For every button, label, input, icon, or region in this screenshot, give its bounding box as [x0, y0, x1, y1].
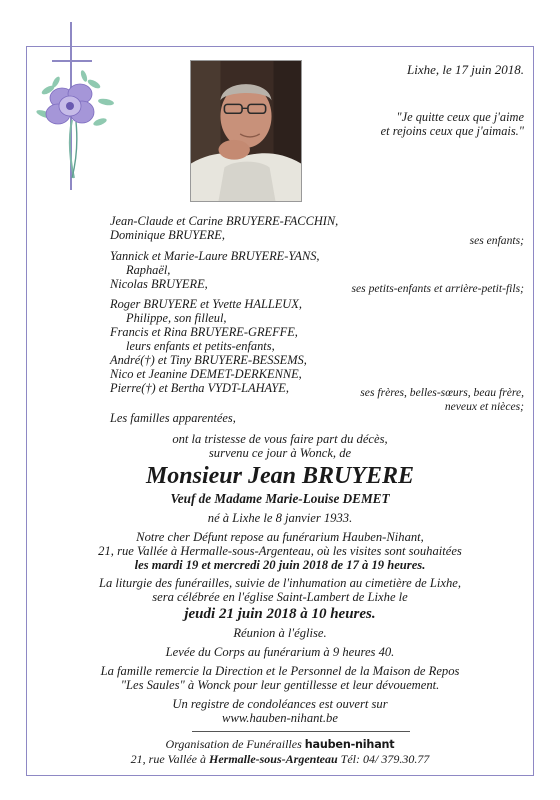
funeral-date: jeudi 21 juin 2018 à 10 heures.	[184, 606, 376, 622]
portrait-photo	[190, 60, 302, 202]
liturgy-line: La liturgie des funérailles, suivie de l'inhumation au cimetière de Lixhe,	[98, 576, 462, 590]
address-prefix: 21, rue Vallée à	[130, 752, 206, 766]
visit-times: les mardi 19 et mercredi 20 juin 2018 de 17 à 19 heures.	[134, 558, 426, 572]
address-line	[40, 752, 520, 767]
relationship-label: ses frères, belles-sœurs, beau frère,	[360, 386, 524, 399]
family-line: Les familles apparentées,	[110, 411, 236, 425]
family-line: Nico et Jeanine DEMET-DERKENNE,	[110, 367, 302, 381]
deceased-name: Monsieur Jean BRUYERE	[145, 463, 415, 489]
family-line: Francis et Rina BRUYERE-GREFFE,	[110, 325, 298, 339]
organisation-prefix: Organisation de Funérailles	[165, 737, 302, 751]
thanks-line: La famille remercie la Direction et le Personnel de la Maison de Repos	[100, 664, 460, 678]
lifting-line: Levée du Corps au funérarium à 9 heures 40.	[165, 645, 395, 659]
relationship-label: neveux et nièces;	[444, 400, 524, 413]
family-line: Yannick et Marie-Laure BRUYERE-YANS,	[110, 249, 320, 263]
family-line: Nicolas BRUYERE,	[110, 277, 208, 291]
quote-line: et rejoins ceux que j'aimais."	[380, 124, 524, 138]
family-line: Raphaël,	[126, 263, 171, 277]
footer-divider	[192, 731, 410, 732]
registry-link[interactable]: www.hauben-nihant.be	[222, 711, 338, 725]
announcement-line: ont la tristesse de vous faire part du décès,	[172, 432, 388, 446]
birth-line: né à Lixhe le 8 janvier 1933.	[207, 511, 353, 525]
family-line: André(†) et Tiny BRUYERE-BESSEMS,	[110, 353, 307, 367]
family-line: Dominique BRUYERE,	[110, 228, 225, 242]
liturgy-line: sera célébrée en l'église Saint-Lambert de Lixhe le	[152, 590, 408, 604]
cross-icon-bar	[52, 60, 92, 62]
rest-line: Notre cher Défunt repose au funérarium Hauben-Nihant,	[136, 530, 424, 544]
family-line: leurs enfants et petits-enfants,	[126, 339, 275, 353]
quote-line: "Je quitte ceux que j'aime	[396, 110, 524, 124]
family-line: Philippe, son filleul,	[126, 311, 227, 325]
family-line: Jean-Claude et Carine BRUYERE-FACCHIN,	[110, 214, 339, 228]
rest-line: 21, rue Vallée à Hermalle-sous-Argenteau, où les visites sont souhaitées	[98, 544, 462, 558]
date-line: Lixhe, le 17 juin 2018.	[407, 62, 524, 77]
meeting-line: Réunion à l'église.	[233, 626, 327, 640]
phone-number: Tél: 04/ 379.30.77	[340, 752, 430, 766]
family-line: Pierre(†) et Bertha VYDT-LAHAYE,	[110, 381, 289, 395]
address-city: Hermalle-sous-Argenteau	[208, 752, 338, 766]
registry-line: Un registre de condoléances est ouvert sur	[172, 697, 388, 711]
relationship-label: ses enfants;	[469, 234, 524, 247]
thanks-line: "Les Saules" à Wonck pour leur gentillesse et leur dévouement.	[120, 678, 440, 692]
announcement-line: survenu ce jour à Wonck, de	[208, 446, 352, 460]
family-line: Roger BRUYERE et Yvette HALLEUX,	[110, 297, 302, 311]
widower-line: Veuf de Madame Marie-Louise DEMET	[170, 491, 390, 506]
company-logo: hauben-nihant	[304, 738, 395, 751]
relationship-label: ses petits-enfants et arrière-petit-fils;	[351, 282, 524, 295]
flower-icon	[34, 70, 120, 180]
organisation-line	[40, 737, 520, 753]
